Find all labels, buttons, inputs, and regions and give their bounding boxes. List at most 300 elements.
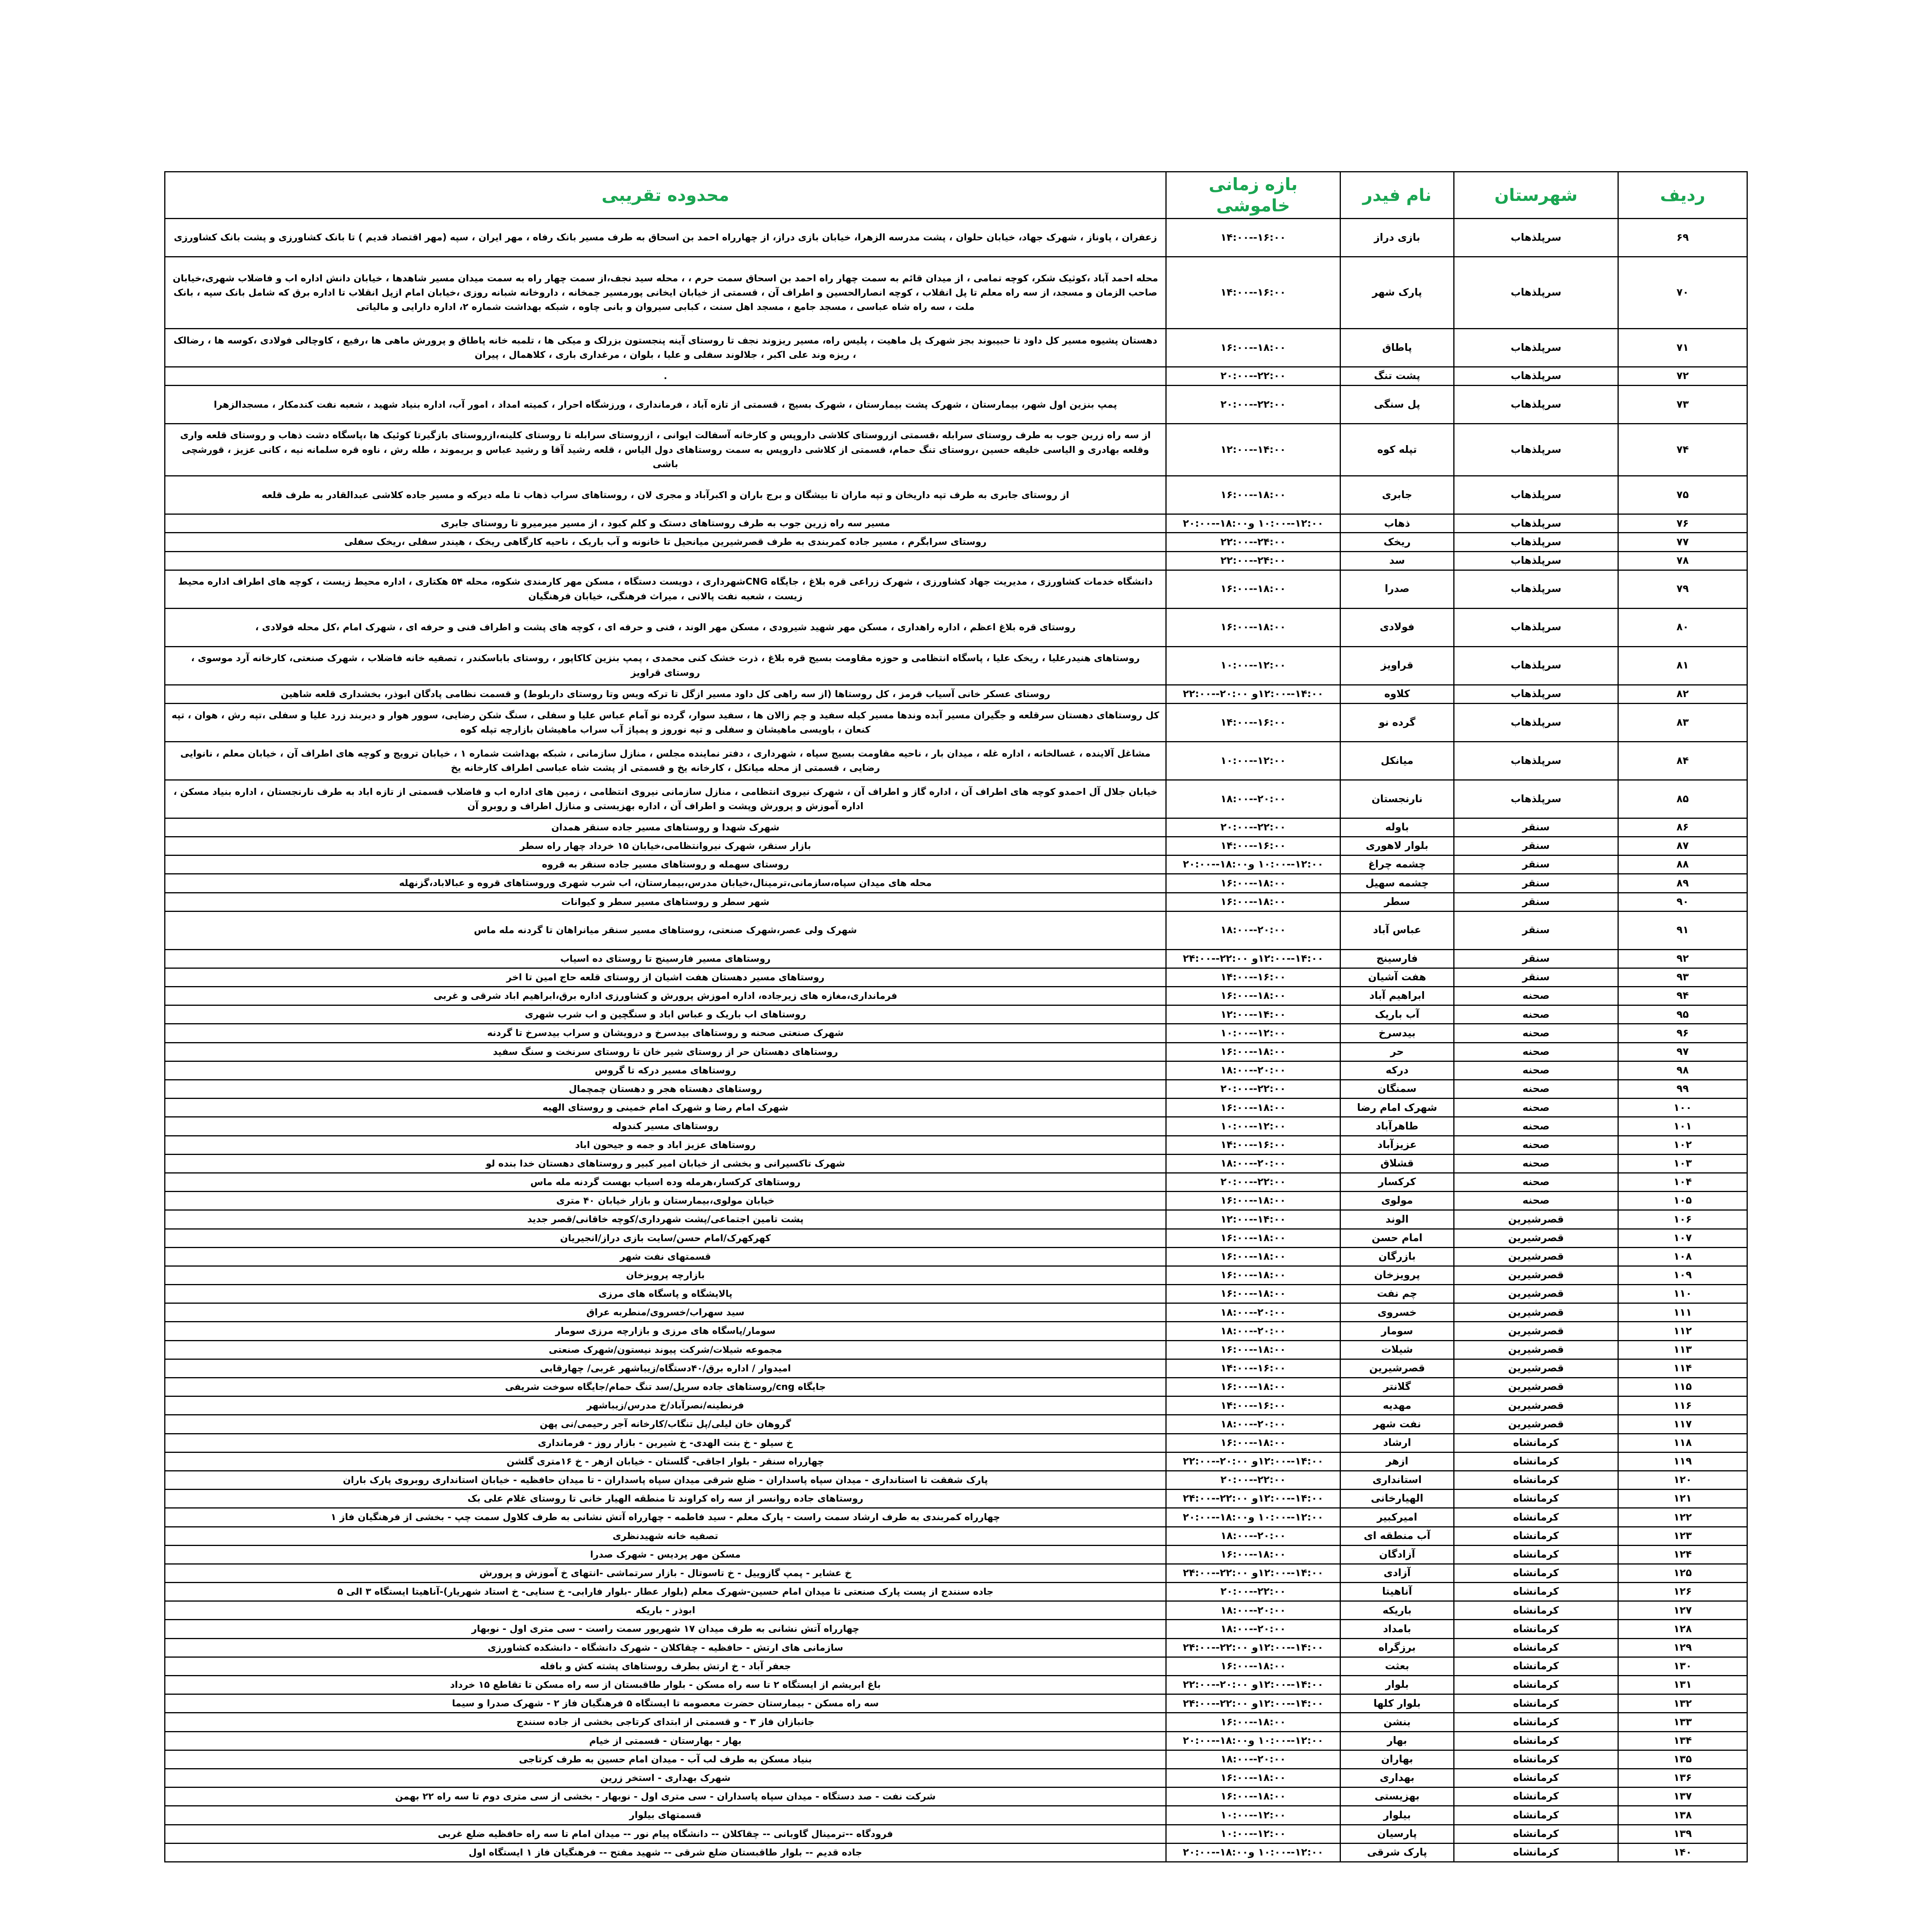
county-cell: قصرشیرین bbox=[1454, 1303, 1618, 1322]
table-row bbox=[165, 1154, 1747, 1173]
feeder-name-cell: باریکه bbox=[1340, 1601, 1454, 1620]
table-row bbox=[165, 780, 1747, 818]
outage-time-cell: ۱۲:۰۰--۱۰:۰۰ bbox=[1166, 1024, 1340, 1043]
county-cell: قصرشیرین bbox=[1454, 1229, 1618, 1247]
area-cell: خ سیلو - خ بنت الهدی- خ شیرین - بازار روز - فرمانداری bbox=[165, 1434, 1166, 1452]
row-number-cell: ۱۳۵ bbox=[1618, 1750, 1747, 1769]
area-cell: روستاهای مسیر دهستان هفت اشیان از روستای قلعه حاج امین تا اخر bbox=[165, 968, 1166, 986]
area-cell: بنیاد مسکن به طرف لب آب - میدان امام حسین به طرف کرتاجی bbox=[165, 1750, 1166, 1769]
table-row bbox=[165, 1229, 1747, 1247]
outage-time-cell: ۲۰:۰۰--۱۸:۰۰ bbox=[1166, 1527, 1340, 1545]
feeder-name-cell: سومار bbox=[1340, 1322, 1454, 1340]
table-header-row bbox=[165, 172, 1747, 219]
table-row bbox=[165, 1787, 1747, 1806]
feeder-name-cell: پرویزخان bbox=[1340, 1266, 1454, 1284]
row-number-cell: ۷۶ bbox=[1618, 514, 1747, 533]
row-number-cell: ۸۱ bbox=[1618, 646, 1747, 685]
row-number-cell: ۸۰ bbox=[1618, 608, 1747, 646]
county-cell: کرمانشاه bbox=[1454, 1527, 1618, 1545]
row-number-cell: ۱۰۱ bbox=[1618, 1117, 1747, 1136]
area-cell: سومار/پاسگاه های مرزی و بازارچه مرزی سومار bbox=[165, 1322, 1166, 1340]
table-row bbox=[165, 685, 1747, 703]
outage-time-cell: ۱۲:۰۰--۱۰:۰۰ و۱۸:۰۰--۲۰:۰۰ bbox=[1166, 1508, 1340, 1527]
table-row bbox=[165, 1043, 1747, 1061]
outage-time-cell: ۱۴:۰۰--۱۲:۰۰ bbox=[1166, 1005, 1340, 1024]
row-number-cell: ۱۳۱ bbox=[1618, 1676, 1747, 1694]
row-number-cell: ۷۳ bbox=[1618, 386, 1747, 424]
county-cell: سرپلذهاب bbox=[1454, 424, 1618, 476]
row-number-cell: ۱۲۲ bbox=[1618, 1508, 1747, 1527]
feeder-name-cell: تپله کوه bbox=[1340, 424, 1454, 476]
outage-time-cell: ۱۸:۰۰--۱۶:۰۰ bbox=[1166, 1247, 1340, 1266]
county-cell: سرپلذهاب bbox=[1454, 780, 1618, 818]
outage-time-cell: ۱۶:۰۰--۱۴:۰۰ bbox=[1166, 257, 1340, 329]
county-cell: قصرشیرین bbox=[1454, 1322, 1618, 1340]
outage-time-cell: ۱۴:۰۰--۱۲:۰۰و ۲۲:۰۰--۲۴:۰۰ bbox=[1166, 1694, 1340, 1713]
feeder-name-cell: پارک شرقی bbox=[1340, 1843, 1454, 1862]
county-cell: سرپلذهاب bbox=[1454, 703, 1618, 742]
county-cell: کرمانشاه bbox=[1454, 1620, 1618, 1638]
county-cell: کرمانشاه bbox=[1454, 1750, 1618, 1769]
table-row bbox=[165, 1024, 1747, 1043]
row-number-cell: ۱۲۱ bbox=[1618, 1490, 1747, 1508]
row-number-cell: ۱۰۶ bbox=[1618, 1210, 1747, 1229]
outage-time-cell: ۱۶:۰۰--۱۴:۰۰ bbox=[1166, 219, 1340, 257]
outage-time-cell: ۱۸:۰۰--۱۶:۰۰ bbox=[1166, 1378, 1340, 1396]
area-cell: پشت تامین اجتماعی/پشت شهرداری/کوچه خاقانی/قصر جدید bbox=[165, 1210, 1166, 1229]
row-number-cell: ۸۲ bbox=[1618, 685, 1747, 703]
table-row bbox=[165, 1638, 1747, 1657]
row-number-cell: ۷۹ bbox=[1618, 570, 1747, 608]
row-number-cell: ۶۹ bbox=[1618, 219, 1747, 257]
row-number-cell: ۱۲۵ bbox=[1618, 1564, 1747, 1582]
county-cell: سرپلذهاب bbox=[1454, 386, 1618, 424]
area-cell: مشاغل آلاینده ، غسالخانه ، اداره غله ، میدان بار ، ناحیه مقاومت بسیج سپاه ، شهرداری ، دفتر نماینده مجلس ، منازل سازمانی ، شبکه بهداشت شماره ۱ ، خیابان ترویج و کوچه های اطراف آن ، خیابان معلم ، نانوایی رضایی ، قسمتی از محله میانکل ، کارخانه یخ و قسمتی از پشت شاه عباسی اطراف کارخانه یخ bbox=[165, 742, 1166, 780]
table-row bbox=[165, 1676, 1747, 1694]
area-cell: جاده قدیم -- بلوار طاقبستان ضلع شرقی -- شهید مفتح -- فرهنگیان فاز ۱ ایستگاه اول bbox=[165, 1843, 1166, 1862]
row-number-cell: ۱۳۷ bbox=[1618, 1787, 1747, 1806]
row-number-cell: ۱۳۴ bbox=[1618, 1731, 1747, 1750]
table-row bbox=[165, 1117, 1747, 1136]
header-outage-time: بازه زمانی خاموشی bbox=[1166, 172, 1340, 219]
area-cell: روستاهای دهستاه هجر و دهستان چمچمال bbox=[165, 1080, 1166, 1099]
area-cell: فرمانداری،مغازه های زیرجاده، اداره اموزش پرورش و کشاورزی اداره برق،ابراهیم اباد شرقی و غربی bbox=[165, 987, 1166, 1005]
table-row bbox=[165, 703, 1747, 742]
row-number-cell: ۹۹ bbox=[1618, 1080, 1747, 1099]
outage-time-cell: ۱۸:۰۰--۱۶:۰۰ bbox=[1166, 608, 1340, 646]
area-cell: قسمتهای نفت شهر bbox=[165, 1247, 1166, 1266]
table-body bbox=[165, 219, 1747, 1862]
feeder-name-cell: پشت تنگ bbox=[1340, 367, 1454, 386]
outage-time-cell: ۲۲:۰۰--۲۰:۰۰ bbox=[1166, 1471, 1340, 1489]
row-number-cell: ۱۲۴ bbox=[1618, 1545, 1747, 1564]
row-number-cell: ۷۵ bbox=[1618, 476, 1747, 514]
area-cell: جاده سنندج از پست پارک صنعتی تا میدان امام حسین-شهرک معلم (بلوار عطار -بلوار فارابی- خ سنایی- خ استاد شهریار)-آناهیتا ایستگاه ۳ الی ۵ bbox=[165, 1583, 1166, 1601]
outage-time-cell: ۱۴:۰۰--۱۲:۰۰و ۲۲:۰۰--۲۴:۰۰ bbox=[1166, 949, 1340, 968]
table-row bbox=[165, 219, 1747, 257]
area-cell: مسکن مهر پردیس - شهرک صدرا bbox=[165, 1545, 1166, 1564]
county-cell: قصرشیرین bbox=[1454, 1378, 1618, 1396]
row-number-cell: ۱۳۰ bbox=[1618, 1657, 1747, 1675]
county-cell: کرمانشاه bbox=[1454, 1694, 1618, 1713]
table-row bbox=[165, 1694, 1747, 1713]
outage-time-cell: ۱۸:۰۰--۱۶:۰۰ bbox=[1166, 1787, 1340, 1806]
feeder-name-cell: شهرک امام رضا bbox=[1340, 1099, 1454, 1117]
row-number-cell: ۱۰۳ bbox=[1618, 1154, 1747, 1173]
header-feeder-name: نام فیدر bbox=[1340, 172, 1454, 219]
feeder-name-cell: پارسیان bbox=[1340, 1825, 1454, 1843]
county-cell: کرمانشاه bbox=[1454, 1787, 1618, 1806]
row-number-cell: ۸۵ bbox=[1618, 780, 1747, 818]
county-cell: کرمانشاه bbox=[1454, 1583, 1618, 1601]
feeder-name-cell: کلاوه bbox=[1340, 685, 1454, 703]
table-row bbox=[165, 570, 1747, 608]
outage-time-cell: ۱۶:۰۰--۱۴:۰۰ bbox=[1166, 703, 1340, 742]
table-row bbox=[165, 1843, 1747, 1862]
area-cell: شرکت نفت - صد دستگاه - میدان سپاه پاسداران - سی متری اول - نوبهار - بخشی از سی متری دوم تا سه راه ۲۲ بهمن bbox=[165, 1787, 1166, 1806]
table-row bbox=[165, 855, 1747, 874]
row-number-cell: ۱۲۹ bbox=[1618, 1638, 1747, 1657]
outage-time-cell: ۱۸:۰۰--۱۶:۰۰ bbox=[1166, 1545, 1340, 1564]
area-cell: قسمتهای بیلوار bbox=[165, 1806, 1166, 1825]
row-number-cell: ۷۱ bbox=[1618, 329, 1747, 367]
table-row bbox=[165, 1583, 1747, 1601]
table-row bbox=[165, 257, 1747, 329]
outage-time-cell: ۱۴:۰۰--۱۲:۰۰و ۲۰:۰۰--۲۲:۰۰ bbox=[1166, 1452, 1340, 1471]
feeder-name-cell: خسروی bbox=[1340, 1303, 1454, 1322]
table-row bbox=[165, 1527, 1747, 1545]
table-row bbox=[165, 1303, 1747, 1322]
outage-time-cell: ۲۴:۰۰--۲۲:۰۰ bbox=[1166, 533, 1340, 551]
county-cell: سرپلذهاب bbox=[1454, 257, 1618, 329]
row-number-cell: ۱۱۷ bbox=[1618, 1415, 1747, 1434]
feeder-name-cell: کرکسار bbox=[1340, 1173, 1454, 1191]
area-cell: روستاهای اب باریک و عباس اباد و سنگچین و اب شرب شهری bbox=[165, 1005, 1166, 1024]
row-number-cell: ۸۳ bbox=[1618, 703, 1747, 742]
table-row bbox=[165, 551, 1747, 570]
table-row bbox=[165, 911, 1747, 949]
feeder-name-cell: آناهیتا bbox=[1340, 1583, 1454, 1601]
county-cell: سرپلذهاب bbox=[1454, 219, 1618, 257]
row-number-cell: ۱۴۰ bbox=[1618, 1843, 1747, 1862]
row-number-cell: ۱۳۹ bbox=[1618, 1825, 1747, 1843]
row-number-cell: ۸۴ bbox=[1618, 742, 1747, 780]
table-row bbox=[165, 329, 1747, 367]
area-cell: روستای سهمله و روستاهای مسیر جاده سنقر به قروه bbox=[165, 855, 1166, 874]
area-cell: روستاهای دهستان حر از روستای شیر خان تا روستای سرنخت و سنگ سفید bbox=[165, 1043, 1166, 1061]
feeder-name-cell: طاهرآباد bbox=[1340, 1117, 1454, 1136]
outage-time-cell: ۲۰:۰۰--۱۸:۰۰ bbox=[1166, 1620, 1340, 1638]
row-number-cell: ۱۰۰ bbox=[1618, 1099, 1747, 1117]
row-number-cell: ۱۰۲ bbox=[1618, 1136, 1747, 1154]
outage-time-cell: ۱۴:۰۰--۱۲:۰۰ bbox=[1166, 424, 1340, 476]
outage-time-cell: ۱۴:۰۰--۱۲:۰۰ bbox=[1166, 1210, 1340, 1229]
county-cell: سنقر bbox=[1454, 837, 1618, 855]
table-row bbox=[165, 1005, 1747, 1024]
row-number-cell: ۹۷ bbox=[1618, 1043, 1747, 1061]
table-row bbox=[165, 1061, 1747, 1080]
outage-time-cell: ۱۸:۰۰--۱۶:۰۰ bbox=[1166, 1657, 1340, 1675]
county-cell: سنقر bbox=[1454, 893, 1618, 911]
row-number-cell: ۱۲۳ bbox=[1618, 1527, 1747, 1545]
outage-time-cell: ۱۸:۰۰--۱۶:۰۰ bbox=[1166, 874, 1340, 893]
row-number-cell: ۷۸ bbox=[1618, 551, 1747, 570]
outage-time-cell: ۱۸:۰۰--۱۶:۰۰ bbox=[1166, 1229, 1340, 1247]
county-cell: قصرشیرین bbox=[1454, 1415, 1618, 1434]
county-cell: کرمانشاه bbox=[1454, 1638, 1618, 1657]
table-row bbox=[165, 608, 1747, 646]
outage-time-cell: ۱۴:۰۰--۱۲:۰۰و ۲۲:۰۰--۲۴:۰۰ bbox=[1166, 1564, 1340, 1582]
county-cell: صحنه bbox=[1454, 987, 1618, 1005]
header-county: شهرستان bbox=[1454, 172, 1618, 219]
county-cell: سرپلذهاب bbox=[1454, 570, 1618, 608]
table-row bbox=[165, 987, 1747, 1005]
feeder-name-cell: باوله bbox=[1340, 818, 1454, 837]
row-number-cell: ۱۲۶ bbox=[1618, 1583, 1747, 1601]
row-number-cell: ۷۷ bbox=[1618, 533, 1747, 551]
row-number-cell: ۹۰ bbox=[1618, 893, 1747, 911]
county-cell: قصرشیرین bbox=[1454, 1247, 1618, 1266]
outage-time-cell: ۲۲:۰۰--۲۰:۰۰ bbox=[1166, 1173, 1340, 1191]
area-cell: روستای عسکر خانی آسیاب قرمز ، کل روستاها (از سه راهی کل داود مسیر ازگل تا ترکه ویس وتا روستای داربلوط) و قسمت نظامی پادگان ابوذر، بخشداری قلعه شاهین bbox=[165, 685, 1166, 703]
area-cell: دهستان پشیوه مسیر کل داود تا حبیبوند بجز شهرک پل ماهیت ، پلیس راه، مسیر ریزوند نجف تا روستای آینه پنجستون بزرلک و میکی ها ، تلمبه خانه پاطاق و پرورش ماهی ها ،رفیع ، کاوچالی فولادی ،کوسه ها ، رضالک ، ریزه وند علی اکبر ، جلالوند سفلی و علیا ، بلوان ، مرغداری باری ، کلاهمال ، پیران bbox=[165, 329, 1166, 367]
feeder-name-cell: پاطاق bbox=[1340, 329, 1454, 367]
county-cell: صحنه bbox=[1454, 1061, 1618, 1080]
county-cell: قصرشیرین bbox=[1454, 1340, 1618, 1359]
table-row bbox=[165, 533, 1747, 551]
county-cell: سرپلذهاب bbox=[1454, 514, 1618, 533]
row-number-cell: ۹۳ bbox=[1618, 968, 1747, 986]
county-cell: قصرشیرین bbox=[1454, 1210, 1618, 1229]
table-row bbox=[165, 424, 1747, 476]
feeder-name-cell: آزادی bbox=[1340, 1564, 1454, 1582]
feeder-name-cell: آب باریک bbox=[1340, 1005, 1454, 1024]
feeder-name-cell: سمنگان bbox=[1340, 1080, 1454, 1099]
area-cell: خ عشایر - پمپ گازوییل - خ تاسوتال - بازار سرتماشی -انتهای خ آموزش و پرورش bbox=[165, 1564, 1166, 1582]
feeder-name-cell: آب منطقه ای bbox=[1340, 1527, 1454, 1545]
header-approximate-area: محدوده تقریبی bbox=[165, 172, 1166, 219]
outage-time-cell: ۱۴:۰۰--۱۲:۰۰و ۲۰:۰۰--۲۲:۰۰ bbox=[1166, 1676, 1340, 1694]
table-row bbox=[165, 893, 1747, 911]
area-cell: جعفر آباد - خ ارتش بطرف روستاهای پشته کش و بافله bbox=[165, 1657, 1166, 1675]
row-number-cell: ۱۱۴ bbox=[1618, 1359, 1747, 1378]
feeder-name-cell: الهیارخانی bbox=[1340, 1490, 1454, 1508]
feeder-name-cell: حر bbox=[1340, 1043, 1454, 1061]
table-row bbox=[165, 1490, 1747, 1508]
row-number-cell: ۸۹ bbox=[1618, 874, 1747, 893]
feeder-name-cell: استانداری bbox=[1340, 1471, 1454, 1489]
feeder-name-cell: نارنجستان bbox=[1340, 780, 1454, 818]
outage-time-cell: ۱۸:۰۰--۱۶:۰۰ bbox=[1166, 893, 1340, 911]
table-row bbox=[165, 1601, 1747, 1620]
row-number-cell: ۹۶ bbox=[1618, 1024, 1747, 1043]
county-cell: سنقر bbox=[1454, 949, 1618, 968]
feeder-name-cell: گلانتر bbox=[1340, 1378, 1454, 1396]
feeder-name-cell: مولوی bbox=[1340, 1192, 1454, 1210]
county-cell: کرمانشاه bbox=[1454, 1713, 1618, 1731]
row-number-cell: ۱۱۶ bbox=[1618, 1396, 1747, 1415]
outage-time-cell: ۱۸:۰۰--۱۶:۰۰ bbox=[1166, 1769, 1340, 1787]
area-cell: زعفران ، پاوناز ، شهرک جهاد، خیابان حلوان ، پشت مدرسه الزهرا، خیابان بازی دراز، از چهارراه احمد بن اسحاق به طرف مسیر بانک رفاه ، مهر ایران ، سپه (مهر اقتصاد قدیم ) تا بانک کشاورزی و پشت بانک کشاورزی bbox=[165, 219, 1166, 257]
area-cell: از سه راه زرین جوب به طرف روستای سرابله ،قسمتی ازروستای کلاشی داروپس و کارخانه آسفالت ایوانی ، ازروستای سرابله تا روستای کلینه،ازروستای بازگیرتا کوئیک ها ،پاسگاه دشت ذهاب و روستای قلعه واری وقلعه بهادری و الیاسی خلیفه حسین ،روستای تنگ حمام، قسمتی از کلاشی داروپس به سمت روستاهای دول الیاس ، قلعه رشید آقا و رشید عباس و بریموند ، طله رش ، ناوه قره سلمانه نیه ، کانی عزیز ، قورشچی باشی bbox=[165, 424, 1166, 476]
area-cell: محله های میدان سپاه،سازمانی،ترمینال،خیابان مدرس،بیمارستان، اب شرب شهری وروستاهای قروه و عبالاباد،گزنهله bbox=[165, 874, 1166, 893]
county-cell: سرپلذهاب bbox=[1454, 646, 1618, 685]
row-number-cell: ۸۷ bbox=[1618, 837, 1747, 855]
area-cell: مسیر سه راه زرین جوب به طرف روستاهای دستک و کلم کبود ، از مسیر میرمیرو تا روستای جابری bbox=[165, 514, 1166, 533]
row-number-cell: ۱۳۸ bbox=[1618, 1806, 1747, 1825]
outage-time-cell: ۲۲:۰۰--۲۰:۰۰ bbox=[1166, 1080, 1340, 1099]
outage-time-cell: ۲۲:۰۰--۲۰:۰۰ bbox=[1166, 818, 1340, 837]
row-number-cell: ۱۰۸ bbox=[1618, 1247, 1747, 1266]
area-cell: سید سهراب/خسروی/منطربه عراق bbox=[165, 1303, 1166, 1322]
header-row-number: ردیف bbox=[1618, 172, 1747, 219]
area-cell bbox=[165, 551, 1166, 570]
outage-time-cell: ۲۰:۰۰--۱۸:۰۰ bbox=[1166, 780, 1340, 818]
county-cell: سنقر bbox=[1454, 911, 1618, 949]
feeder-name-cell: مهدیه bbox=[1340, 1396, 1454, 1415]
feeder-name-cell: بهار bbox=[1340, 1731, 1454, 1750]
table-row bbox=[165, 386, 1747, 424]
county-cell: صحنه bbox=[1454, 1080, 1618, 1099]
area-cell: روستاهای مسیر فارسینج تا روستای ده اسیاب bbox=[165, 949, 1166, 968]
county-cell: سنقر bbox=[1454, 874, 1618, 893]
outage-time-cell: ۱۴:۰۰--۱۲:۰۰و ۲۰:۰۰--۲۲:۰۰ bbox=[1166, 685, 1340, 703]
area-cell: شهرک ولی عصر،شهرک صنعتی، روستاهای مسیر سنقر میانراهان تا گردنه مله ماس bbox=[165, 911, 1166, 949]
row-number-cell: ۹۸ bbox=[1618, 1061, 1747, 1080]
outage-time-cell: ۱۸:۰۰--۱۶:۰۰ bbox=[1166, 1713, 1340, 1731]
county-cell: کرمانشاه bbox=[1454, 1508, 1618, 1527]
county-cell: سرپلذهاب bbox=[1454, 608, 1618, 646]
area-cell: روستاهای عزیز اباد و جمه و جیحون اباد bbox=[165, 1136, 1166, 1154]
outage-time-cell: ۲۲:۰۰--۲۰:۰۰ bbox=[1166, 1583, 1340, 1601]
area-cell: دانشگاه خدمات کشاورزی ، مدیریت جهاد کشاورزی ، شهرک زراعی قره بلاغ ، جایگاه CNGشهرداری ، دویست دستگاه ، مسکن مهر کارمندی شکوه، محله ۵۴ هکتاری ، اداره محیط زیست ، کوچه های اطراف اداره محیط زیست ، شعبه نفت پالانی ، میراث فرهنگی، خیابان فرهنگیان bbox=[165, 570, 1166, 608]
outage-time-cell: ۱۲:۰۰--۱۰:۰۰ bbox=[1166, 742, 1340, 780]
outage-time-cell: ۱۲:۰۰--۱۰:۰۰ bbox=[1166, 1825, 1340, 1843]
county-cell: صحنه bbox=[1454, 1154, 1618, 1173]
row-number-cell: ۱۱۵ bbox=[1618, 1378, 1747, 1396]
row-number-cell: ۱۰۴ bbox=[1618, 1173, 1747, 1191]
area-cell: روستاهای جاده روانسر از سه راه کراوند تا منطقه الهیار خانی تا روستای غلام علی بک bbox=[165, 1490, 1166, 1508]
feeder-name-cell: بهاران bbox=[1340, 1750, 1454, 1769]
county-cell: سرپلذهاب bbox=[1454, 367, 1618, 386]
county-cell: کرمانشاه bbox=[1454, 1843, 1618, 1862]
county-cell: کرمانشاه bbox=[1454, 1452, 1618, 1471]
table-row bbox=[165, 1471, 1747, 1489]
area-cell: شهر سطر و روستاهای مسیر سطر و کیوانات bbox=[165, 893, 1166, 911]
row-number-cell: ۱۳۲ bbox=[1618, 1694, 1747, 1713]
county-cell: کرمانشاه bbox=[1454, 1657, 1618, 1675]
outage-time-cell: ۲۰:۰۰--۱۸:۰۰ bbox=[1166, 1322, 1340, 1340]
area-cell: از روستای جابری به طرف تپه داریخان و تپه ماران تا بیشگان و برج باران و اکبرآباد و مجری لان ، روستاهای سراب ذهاب تا مله دیرکه و مسیر جاده کلاشی عبدالقادر به طرف قلعه bbox=[165, 476, 1166, 514]
county-cell: صحنه bbox=[1454, 1173, 1618, 1191]
feeder-name-cell: جابری bbox=[1340, 476, 1454, 514]
area-cell: فرنطینه/نصرآباد/خ مدرس/زیباشهر bbox=[165, 1396, 1166, 1415]
table-row bbox=[165, 1657, 1747, 1675]
county-cell: کرمانشاه bbox=[1454, 1806, 1618, 1825]
table-row bbox=[165, 1750, 1747, 1769]
county-cell: صحنه bbox=[1454, 1024, 1618, 1043]
county-cell: سرپلذهاب bbox=[1454, 329, 1618, 367]
area-cell: جانبازان فاز ۳ - و قسمتی از ابتدای کرتاجی بخشی از جاده سنندج bbox=[165, 1713, 1166, 1731]
feeder-name-cell: بیدسرخ bbox=[1340, 1024, 1454, 1043]
row-number-cell: ۹۲ bbox=[1618, 949, 1747, 968]
county-cell: صحنه bbox=[1454, 1117, 1618, 1136]
county-cell: صحنه bbox=[1454, 1136, 1618, 1154]
outage-time-cell: ۲۰:۰۰--۱۸:۰۰ bbox=[1166, 1061, 1340, 1080]
table-row bbox=[165, 1769, 1747, 1787]
table-row bbox=[165, 818, 1747, 837]
county-cell: صحنه bbox=[1454, 1005, 1618, 1024]
outage-time-cell: ۱۶:۰۰--۱۴:۰۰ bbox=[1166, 1136, 1340, 1154]
feeder-name-cell: بنشن bbox=[1340, 1713, 1454, 1731]
county-cell: کرمانشاه bbox=[1454, 1825, 1618, 1843]
county-cell: سرپلذهاب bbox=[1454, 742, 1618, 780]
county-cell: سنقر bbox=[1454, 968, 1618, 986]
table-row bbox=[165, 367, 1747, 386]
outage-time-cell: ۲۰:۰۰--۱۸:۰۰ bbox=[1166, 1154, 1340, 1173]
county-cell: کرمانشاه bbox=[1454, 1769, 1618, 1787]
area-cell: کهرکهرک/امام حسن/سایت بازی دراز/انجیریان bbox=[165, 1229, 1166, 1247]
feeder-name-cell: بلوار لاهوری bbox=[1340, 837, 1454, 855]
feeder-name-cell: چشمه چراغ bbox=[1340, 855, 1454, 874]
county-cell: کرمانشاه bbox=[1454, 1564, 1618, 1582]
feeder-name-cell: شیلات bbox=[1340, 1340, 1454, 1359]
county-cell: سرپلذهاب bbox=[1454, 476, 1618, 514]
area-cell: شهرک صنعتی صحنه و روستاهای بیدسرخ و درویشان و سراب بیدسرخ تا گردنه bbox=[165, 1024, 1166, 1043]
outage-time-cell: ۱۸:۰۰--۱۶:۰۰ bbox=[1166, 1340, 1340, 1359]
county-cell: صحنه bbox=[1454, 1099, 1618, 1117]
table-row bbox=[165, 1564, 1747, 1582]
outage-time-cell: ۱۶:۰۰--۱۴:۰۰ bbox=[1166, 1359, 1340, 1378]
outage-time-cell: ۲۰:۰۰--۱۸:۰۰ bbox=[1166, 1750, 1340, 1769]
row-number-cell: ۱۲۸ bbox=[1618, 1620, 1747, 1638]
table-row bbox=[165, 1322, 1747, 1340]
feeder-name-cell: بهداری bbox=[1340, 1769, 1454, 1787]
outage-time-cell: ۱۲:۰۰--۱۰:۰۰ bbox=[1166, 646, 1340, 685]
area-cell: شهرک بهداری - استخر زرین bbox=[165, 1769, 1166, 1787]
row-number-cell: ۸۶ bbox=[1618, 818, 1747, 837]
county-cell: کرمانشاه bbox=[1454, 1676, 1618, 1694]
area-cell: ابوذر - باریکه bbox=[165, 1601, 1166, 1620]
area-cell: روستاهای کرکسار،هرمله وده اسیاب بهست گردنه مله ماس bbox=[165, 1173, 1166, 1191]
row-number-cell: ۷۰ bbox=[1618, 257, 1747, 329]
feeder-name-cell: میانکل bbox=[1340, 742, 1454, 780]
outage-time-cell: ۲۴:۰۰--۲۲:۰۰ bbox=[1166, 551, 1340, 570]
table-row bbox=[165, 1210, 1747, 1229]
outage-time-cell: ۲۲:۰۰--۲۰:۰۰ bbox=[1166, 386, 1340, 424]
outage-time-cell: ۱۲:۰۰--۱۰:۰۰ bbox=[1166, 1117, 1340, 1136]
outage-time-cell: ۱۸:۰۰--۱۶:۰۰ bbox=[1166, 476, 1340, 514]
table-row bbox=[165, 1396, 1747, 1415]
area-cell: روستاهای مسیر کندوله bbox=[165, 1117, 1166, 1136]
feeder-name-cell: بلوار کلها bbox=[1340, 1694, 1454, 1713]
row-number-cell: ۱۰۵ bbox=[1618, 1192, 1747, 1210]
row-number-cell: ۷۲ bbox=[1618, 367, 1747, 386]
row-number-cell: ۷۴ bbox=[1618, 424, 1747, 476]
table-row bbox=[165, 1192, 1747, 1210]
feeder-name-cell: عزیزآباد bbox=[1340, 1136, 1454, 1154]
county-cell: کرمانشاه bbox=[1454, 1731, 1618, 1750]
area-cell: چهارراه کمربندی به طرف ارشاد سمت راست - پارک معلم - سید فاطمه - چهارراه آتش نشانی به طرف کلاول سمت چپ - بخشی از فرهنگیان فاز ۱ bbox=[165, 1508, 1166, 1527]
area-cell: . bbox=[165, 367, 1166, 386]
county-cell: کرمانشاه bbox=[1454, 1490, 1618, 1508]
row-number-cell: ۱۱۱ bbox=[1618, 1303, 1747, 1322]
area-cell: شهرک امام رضا و شهرک امام خمینی و روستای الهیه bbox=[165, 1099, 1166, 1117]
outage-time-cell: ۱۸:۰۰--۱۶:۰۰ bbox=[1166, 570, 1340, 608]
area-cell: پمپ بنزین اول شهر، بیمارستان ، شهرک پشت بیمارستان ، شهرک بسیج ، قسمتی از تازه آباد ، فرمانداری ، ورزشگاه احرار ، کمیته امداد ، امور آب، اداره بنیاد شهید ، شعبه نفت کندمکار ، مسجدالزهرا bbox=[165, 386, 1166, 424]
area-cell: جایگاه cng/روستاهای جاده سرپل/سد تنگ حمام/جایگاه سوخت شریفی bbox=[165, 1378, 1166, 1396]
table-row bbox=[165, 1415, 1747, 1434]
